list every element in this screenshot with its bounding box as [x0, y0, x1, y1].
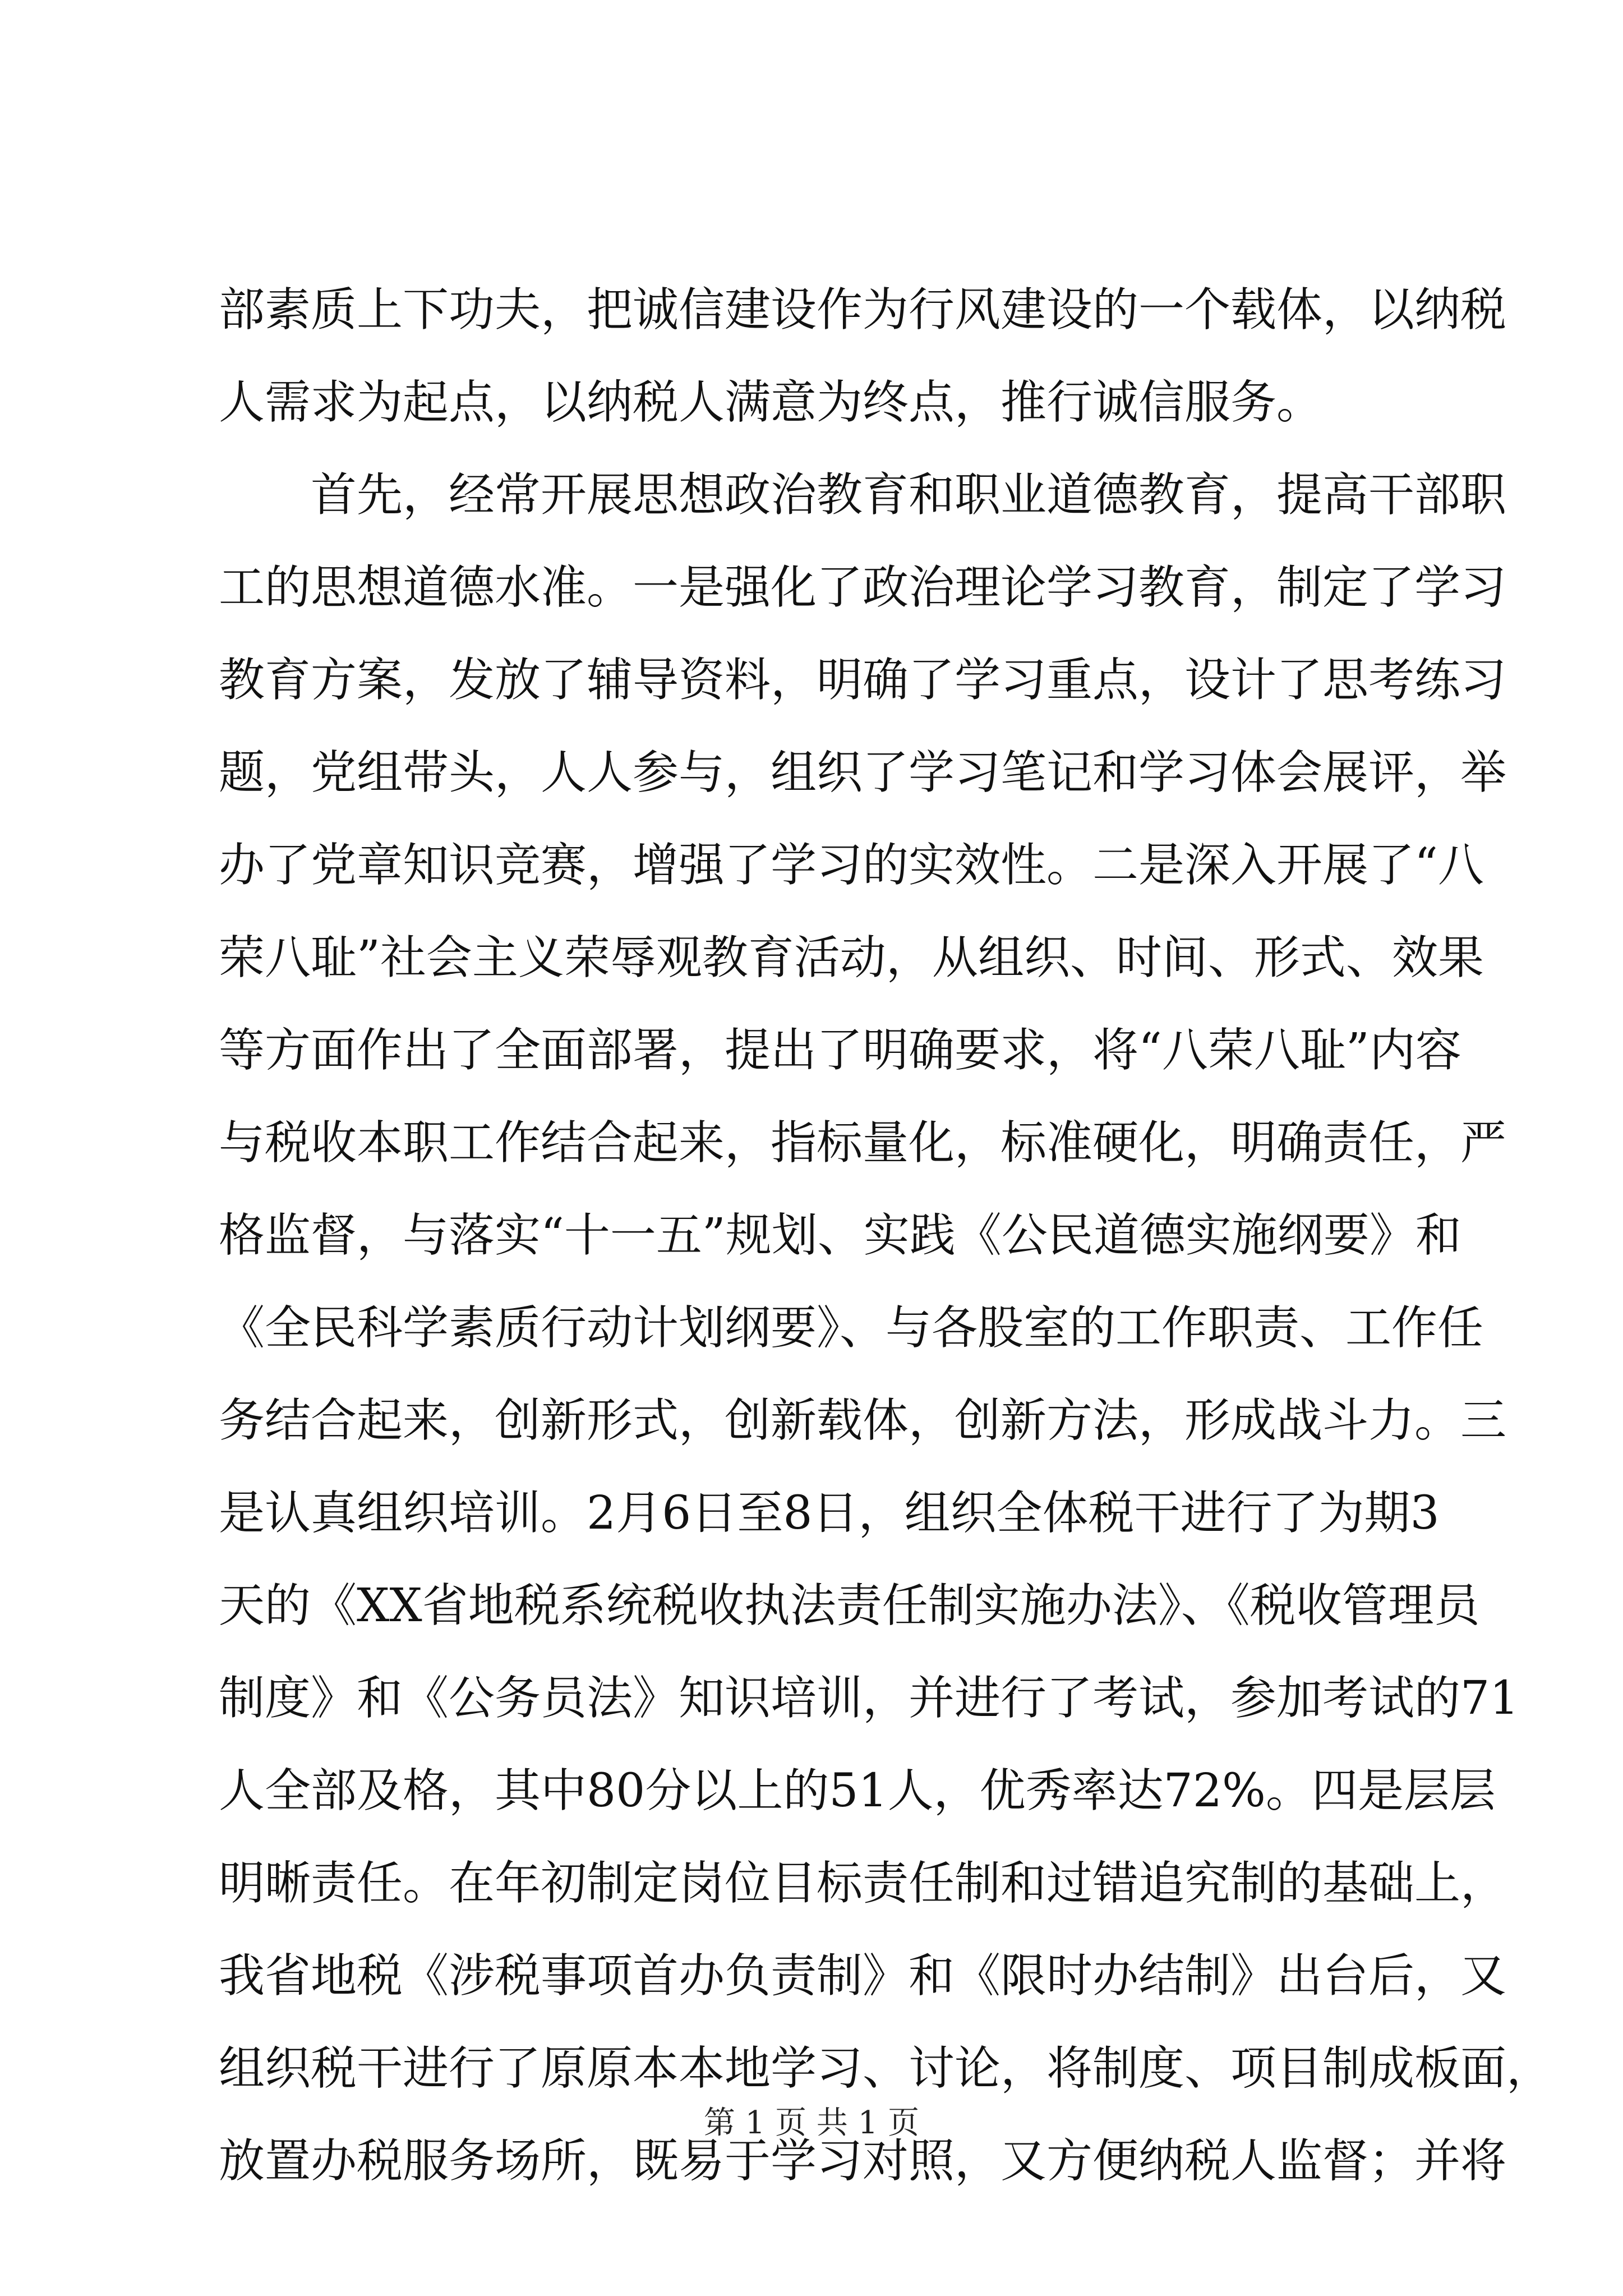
text-line: 荣八耻”社会主义荣辱观教育活动，从组织、时间、形式、效果 — [219, 931, 1484, 984]
text-line: 人全部及格，其中80分以上的51人，优秀率达72%。四是层层 — [219, 1764, 1496, 1818]
page-number-footer: 第 1 页 共 1 页 — [703, 2105, 920, 2141]
text-line: 工的思想道德水准。一是强化了政治理论学习教育，制定了学习 — [219, 561, 1507, 614]
text-line: 部素质上下功夫，把诚信建设作为行风建设的一个载体，以纳税 — [219, 283, 1507, 337]
text-line: 天的《XX省地税系统税收执法责任制实施办法》、《税收管理员 — [219, 1579, 1480, 1632]
text-line: 我省地税《涉税事项首办负责制》和《限时办结制》出台后，又 — [219, 1949, 1507, 2003]
text-line: 办了党章知识竞赛，增强了学习的实效性。二是深入开展了“八 — [219, 839, 1484, 892]
text-line: 题，党组带头，人人参与，组织了学习笔记和学习体会展评，举 — [219, 746, 1507, 799]
text-line: 首先，经常开展思想政治教育和职业道德教育，提高干部职 — [219, 468, 1507, 522]
text-line: 等方面作出了全面部署，提出了明确要求，将“八荣八耻”内容 — [219, 1024, 1461, 1077]
text-line: 人需求为起点，以纳税人满意为终点，推行诚信服务。 — [219, 376, 1323, 429]
text-line: 组织税干进行了原原本本地学习、讨论，将制度、项目制成板面， — [219, 2042, 1553, 2095]
text-line: 放置办税服务场所，既易于学习对照，又方便纳税人监督；并将 — [219, 2134, 1507, 2188]
text-line: 格监督，与落实“十一五”规划、实践《公民道德实施纲要》和 — [219, 1209, 1461, 1262]
text-line: 明晰责任。在年初制定岗位目标责任制和过错追究制的基础上， — [219, 1857, 1507, 1910]
text-line: 与税收本职工作结合起来，指标量化，标准硬化，明确责任，严 — [219, 1116, 1507, 1170]
text-line: 《全民科学素质行动计划纲要》、与各股室的工作职责、工作任 — [219, 1301, 1484, 1355]
body-text — [219, 264, 1553, 2207]
text-line: 务结合起来，创新形式，创新载体，创新方法，形成战斗力。三 — [219, 1394, 1507, 1447]
text-line: 教育方案，发放了辅导资料，明确了学习重点，设计了思考练习 — [219, 654, 1507, 707]
text-line: 是认真组织培训。2月6日至8日，组织全体税干进行了为期3 — [219, 1487, 1440, 1540]
text-line: 制度》和《公务员法》知识培训，并进行了考试，参加考试的71 — [219, 1672, 1519, 1725]
